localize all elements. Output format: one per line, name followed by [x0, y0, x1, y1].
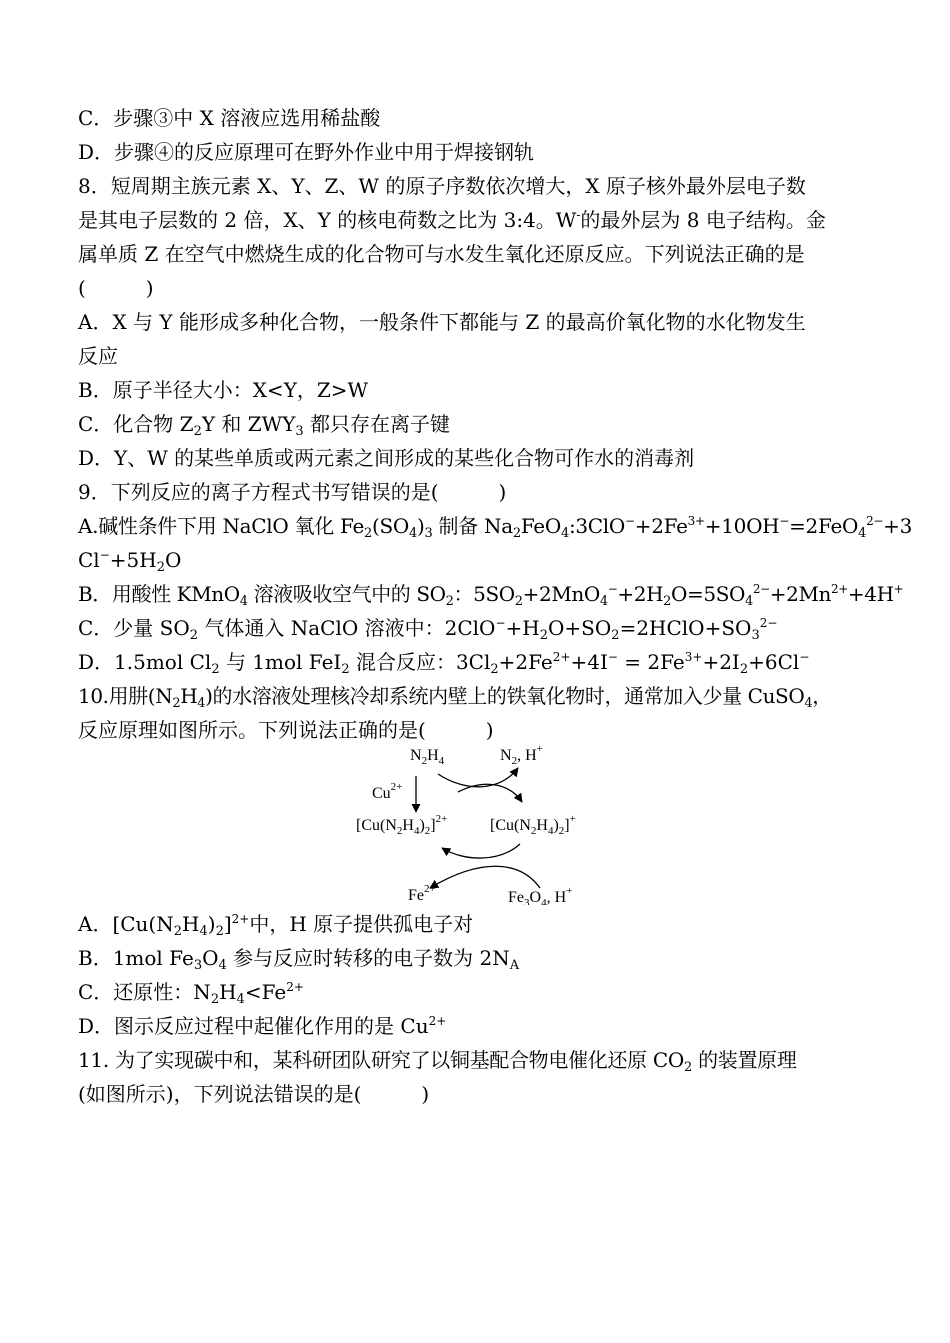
question-8-line2: 是其电子层数的 2 倍，X、Y 的核电荷数之比为 3:4。W-的最外层为 8 电子结构。金	[78, 208, 826, 232]
question-10-line2: 反应原理如图所示。下列说法正确的是( )	[78, 718, 494, 742]
complex-cu-plus: $[Cu(N_2H_4)_2]^+$	[490, 813, 576, 837]
question-8-blank: ( )	[78, 276, 154, 300]
option-8b: B．原子半径大小：X<Y，Z>W	[78, 378, 369, 402]
option-7d: D．步骤④的反应原理可在野外作业中用于焊接钢轨	[78, 140, 535, 164]
option-8d: D．Y、W 的某些单质或两元素之间形成的某些化合物可作水的消毒剂	[78, 446, 695, 470]
label-cu2plus: $Cu^{2+}$	[372, 781, 403, 802]
option-8a: A．X 与 Y 能形成多种化合物，一般条件下都能与 Z 的最高价氧化物的水化物发生	[78, 310, 806, 334]
question-11-line2: (如图所示)，下列说法错误的是( )	[78, 1082, 430, 1106]
option-7c: C．步骤③中 X 溶液应选用稀盐酸	[78, 106, 381, 130]
option-9b: B．用酸性 KMnO$_4$ 溶液吸收空气中的 $SO_2$：$5SO_2+2MnO_4^-+2H_2O=5SO_4^{2-}+2Mn^{2+}+4H^+$	[78, 582, 904, 609]
label-n2-hplus: $N_2$, H+	[500, 743, 543, 767]
question-10-line1: 10.用肼$(N_2H_4)$的水溶液处理核冷却系统内壁上的铁氧化物时，通常加入少量 CuSO$_4$，	[78, 684, 832, 711]
arrow-bottom-left	[430, 866, 540, 888]
option-10d: D．图示反应过程中起催化作用的是 $Cu^{2+}$	[78, 1014, 447, 1038]
reaction-cycle-diagram	[350, 740, 600, 905]
option-9a-cont: $Cl^-+5H_2O$	[78, 548, 182, 575]
question-8-line1: 8．短周期主族元素 X、Y、Z、W 的原子序数依次增大，X 原子核外最外层电子数	[78, 174, 806, 198]
question-8-line3: 属单质 Z 在空气中燃烧生成的化合物可与水发生氧化还原反应。下列说法正确的是	[78, 242, 805, 266]
option-10c: C．还原性：$N_2H_4<Fe^{2+}$	[78, 980, 304, 1007]
label-fe2plus: $Fe^{2+}$	[408, 883, 436, 904]
option-8a-cont: 反应	[78, 344, 118, 368]
complex-cu-2plus: $[Cu(N_2H_4)_2]^{2+}$	[356, 813, 448, 837]
option-8c: C．化合物 $Z_2Y$ 和 $ZWY_3$ 都只存在离子键	[78, 412, 451, 439]
arrow-mid-right	[458, 784, 522, 802]
arrow-top-right	[438, 768, 518, 787]
label-fe3o4-hplus: $Fe_3O_4$, H+	[508, 885, 573, 905]
option-10a: A．$[Cu(N_2H_4)_2]^{2+}$中，H 原子提供孤电子对	[78, 912, 474, 939]
option-9a: A.碱性条件下用 NaClO 氧化 $Fe_2(SO_4)_3$ 制备 $Na_2FeO_4:3ClO^-+2Fe^{3+}+10OH^-=2FeO_4^{2-}+3$	[78, 514, 913, 541]
label-n2h4: $N_2H_4$	[410, 747, 445, 767]
arrow-mid-left	[442, 844, 520, 858]
option-9c: C．少量 $SO_2$ 气体通入 NaClO 溶液中：$2ClO^-+H_2O+SO_2=2HClO+SO_3^{2-}$	[78, 616, 778, 643]
option-10b: B．1mol $Fe_3O_4$ 参与反应时转移的电子数为 $2N_A$	[78, 946, 520, 973]
option-9d: D．1.5mol $Cl_2$ 与 1mol FeI$_2$ 混合反应：$3Cl_2+2Fe^{2+}+4I^- = 2Fe^{3+}+2I_2+6Cl^-$	[78, 650, 810, 677]
question-11-line1: 11. 为了实现碳中和，某科研团队研究了以铜基配合物电催化还原 $CO_2$ 的装置原理	[78, 1048, 797, 1075]
question-9: 9．下列反应的离子方程式书写错误的是( )	[78, 480, 507, 504]
